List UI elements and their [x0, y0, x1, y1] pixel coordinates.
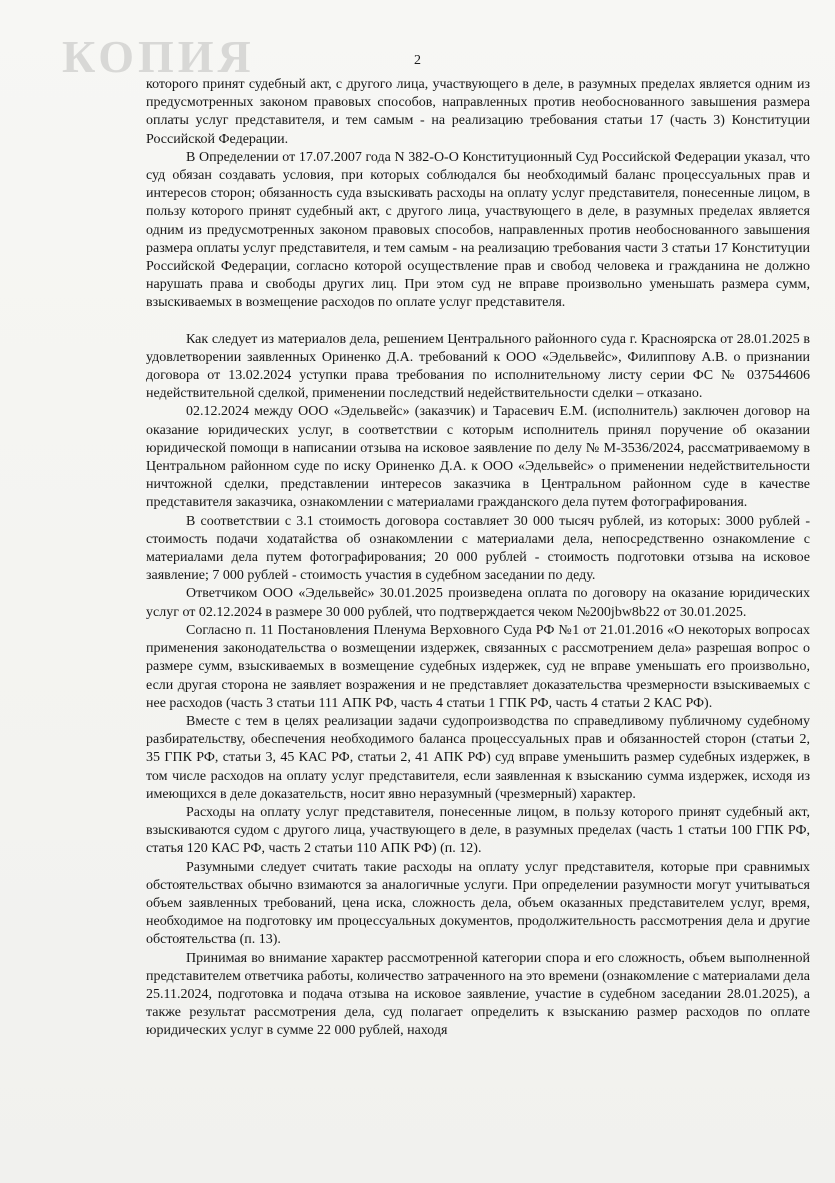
paragraph: В соответствии с 3.1 стоимость договора составляет 30 000 тысяч рублей, из которых: 3000 рублей - стоимость подачи ходатайства об ознакомлении с материалами дела, непосредственно ознакомление с материалами дела путем фотографирования; 20 000 рублей - стоимость подготовки отзыва на исковое заявление; 7 000 рублей - стоимость участия в судебном заседании по деду.: [146, 513, 810, 584]
page-number: 2: [414, 53, 421, 68]
paragraph: Как следует из материалов дела, решением Центрального районного суда г. Красноярска от 28.01.2025 в удовлетворении заявленных Ориненко Д.А. требований к ООО «Эдельвейс», Филиппову А.В. о признании договора от 13.02.2024 уступки права требования по исполнительному листу серии ФС № 037544606 недействительной сделкой, применении последствий недействительности сделки – отказано.: [146, 331, 810, 402]
paragraph: Вместе с тем в целях реализации задачи судопроизводства по справедливому публичному судебному разбирательству, обеспечения необходимого баланса процессуальных прав и обязанностей сторон (статьи 2, 35 ГПК РФ, статьи 3, 45 КАС РФ, статьи 2, 41 АПК РФ) суд вправе уменьшить размер судебных издержек, в том числе расходов на оплату услуг представителя, если заявленная к взысканию сумма издержек, исходя из имеющихся в деле доказательств, носит явно неразумный (чрезмерный) характер.: [146, 713, 810, 802]
paragraph: которого принят судебный акт, с другого лица, участвующего в деле, в разумных пределах является одним из предусмотренных законом правовых способов, направленных против необоснованного завышения размера оплаты услуг представителя, и тем самым - на реализацию требования статьи 17 (часть 3) Конституции Российской Федерации.: [146, 77, 810, 147]
copy-stamp-ghost: КОПИЯ: [62, 31, 255, 82]
paragraph: В Определении от 17.07.2007 года N 382-О-О Конституционный Суд Российской Федерации указал, что суд обязан создавать условия, при которых соблюдался бы необходимый баланс процессуальных прав и интересов сторон; обязанность суда взыскивать расходы на оплату услуг представителя, понесенные лицом, в пользу которого принят судебный акт, с другого лица, участвующего в деле, в разумных пределах является одним из предусмотренных законом правовых способов, направленных против необоснованного завышения размера оплаты услуг представителя, и тем самым - на реализацию требования части 3 статьи 17 Конституции Российской Федерации, согласно которой осуществление прав и свобод человека и гражданина не должно нарушать права и свободы других лиц. При этом суд не вправе произвольно уменьшать размера сумм, взыскиваемых в возмещение расходов по оплате услуг представителя.: [146, 149, 810, 311]
paragraph: Ответчиком ООО «Эдельвейс» 30.01.2025 произведена оплата по договору на оказание юридических услуг от 02.12.2024 в размере 30 000 рублей, что подтверждается чеком №200jbw8b22 от 30.01.2025.: [146, 586, 810, 620]
paragraph: Согласно п. 11 Постановления Пленума Верховного Суда РФ №1 от 21.01.2016 «О некоторых вопросах применения законодательства о возмещении издержек, связанных с рассмотрением дела» разрешая вопрос о размере сумм, взыскиваемых в возмещение судебных издержек, суд не вправе уменьшать его произвольно, если другая сторона не заявляет возражения и не представляет доказательства чрезмерности взыскиваемых с нее расходов (часть 3 статьи 111 АПК РФ, часть 4 статьи 1 ГПК РФ, часть 4 статьи 2 КАС РФ).: [146, 622, 810, 711]
paragraph: Разумными следует считать такие расходы на оплату услуг представителя, которые при сравнимых обстоятельствах обычно взимаются за аналогичные услуги. При определении разумности могут учитываться объем заявленных требований, цена иска, сложность дела, объем оказанных представителем услуг, время, необходимое на подготовку им процессуальных документов, продолжительность рассмотрения дела и другие обстоятельства (п. 13).: [146, 859, 810, 948]
paragraph: Расходы на оплату услуг представителя, понесенные лицом, в пользу которого принят судебный акт, взыскиваются судом с другого лица, участвующего в деле, в разумных пределах (часть 1 статьи 100 ГПК РФ, статья 120 КАС РФ, часть 2 статьи 110 АПК РФ) (п. 12).: [146, 804, 810, 857]
paragraph: Принимая во внимание характер рассмотренной категории спора и его сложность, объем выполненной представителем ответчика работы, количество затраченного на это времени (ознакомление с материалами дела 25.11.2024, подготовка и подача отзыва на исковое заявление, участие в судебном заседании 28.01.2025), а также результат рассмотрения дела, суд полагает определить к взысканию размер расходов по оплате юридических услуг в сумме 22 000 рублей, находя: [146, 950, 810, 1039]
paragraph: 02.12.2024 между ООО «Эдельвейс» (заказчик) и Тарасевич Е.М. (исполнитель) заключен договор на оказание юридических услуг, в соответствии с которым исполнитель принял поручение об оказании юридической помощи в написании отзыва на исковое заявление по делу № М-3536/2024, рассматриваемому в Центральном районном суде по иску Ориненко Д.А. к ООО «Эдельвейс» о применении недействительности ничтожной сделки, представлении интересов заказчика в Центральном районном суде в качестве представителя заказчика, ознакомлении с материалами гражданского дела путем фотографирования.: [146, 404, 810, 511]
document-body: [146, 76, 810, 1041]
